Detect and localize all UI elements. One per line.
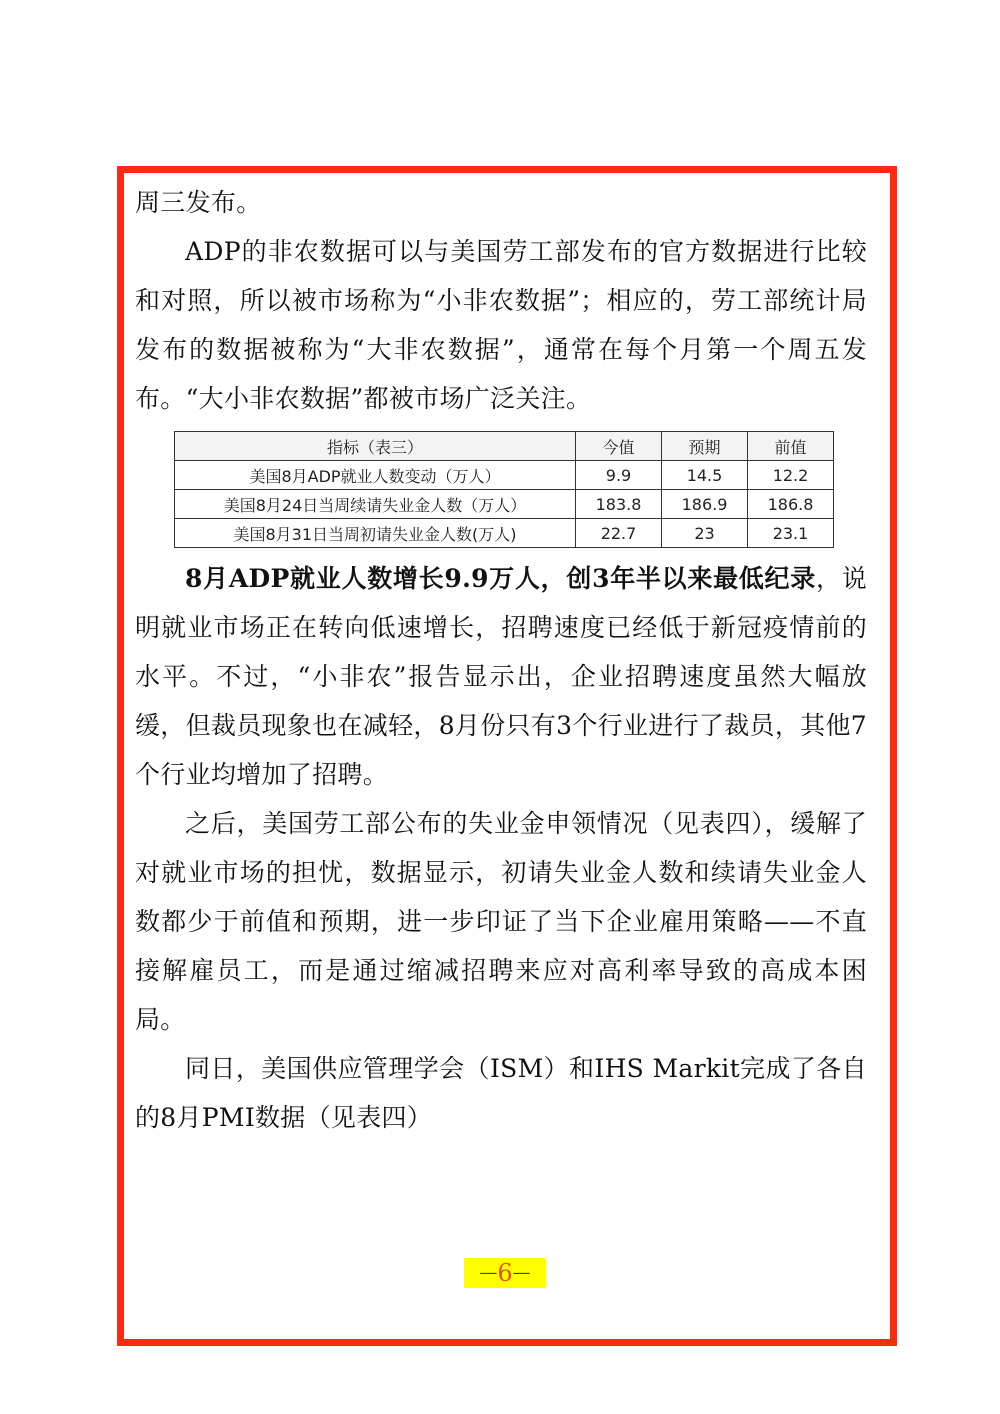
row-forecast: 14.5 — [662, 461, 748, 490]
paragraph-3 — [135, 554, 867, 799]
row-previous: 186.8 — [748, 490, 834, 519]
table-header-row — [175, 432, 834, 461]
document-body — [135, 178, 867, 1142]
row-current: 183.8 — [576, 490, 662, 519]
row-current: 9.9 — [576, 461, 662, 490]
row-indicator: 美国8月ADP就业人数变动（万人） — [175, 461, 576, 490]
table-row — [175, 461, 834, 490]
page-number-dash-right: — — [512, 1262, 531, 1283]
header-forecast: 预期 — [662, 432, 748, 461]
page-number: 6 — [497, 1259, 513, 1287]
row-current: 22.7 — [576, 519, 662, 548]
table-row — [175, 490, 834, 519]
paragraph-2: ADP的非农数据可以与美国劳工部发布的官方数据进行比较和对照，所以被市场称为“小非农数据”；相应的，劳工部统计局发布的数据被称为“大非农数据”，通常在每个月第一个周五发布。“大小非农数据”都被市场广泛关注。 — [135, 237, 867, 413]
row-indicator: 美国8月24日当周续请失业金人数（万人） — [175, 490, 576, 519]
row-previous: 23.1 — [748, 519, 834, 548]
row-forecast: 186.9 — [662, 490, 748, 519]
page-number-badge — [464, 1258, 546, 1288]
paragraph-1: 周三发布。 — [135, 188, 262, 217]
paragraph-3-highlight: 8月ADP就业人数增长9.9万人，创3年半以来最低纪录 — [185, 564, 816, 593]
indicator-table — [174, 431, 834, 548]
table-row — [175, 519, 834, 548]
row-forecast: 23 — [662, 519, 748, 548]
paragraph-5: 同日，美国供应管理学会（ISM）和IHS Markit完成了各自的8月PMI数据（见表四） — [135, 1054, 867, 1132]
page-number-dash-left: — — [479, 1262, 498, 1283]
row-previous: 12.2 — [748, 461, 834, 490]
row-indicator: 美国8月31日当周初请失业金人数(万人) — [175, 519, 576, 548]
header-previous: 前值 — [748, 432, 834, 461]
header-current: 今值 — [576, 432, 662, 461]
header-indicator: 指标（表三） — [175, 432, 576, 461]
paragraph-4: 之后，美国劳工部公布的失业金申领情况（见表四），缓解了对就业市场的担忧，数据显示，初请失业金人数和续请失业金人数都少于前值和预期，进一步印证了当下企业雇用策略——不直接解雇员工，而是通过缩减招聘来应对高利率导致的高成本困局。 — [135, 809, 867, 1034]
paragraph-3-body: ，说明就业市场正在转向低速增长，招聘速度已经低于新冠疫情前的水平。不过，“小非农”报告显示出，企业招聘速度虽然大幅放缓，但裁员现象也在减轻，8月份只有3个行业进行了裁员，其他7个行业均增加了招聘。 — [135, 564, 867, 789]
